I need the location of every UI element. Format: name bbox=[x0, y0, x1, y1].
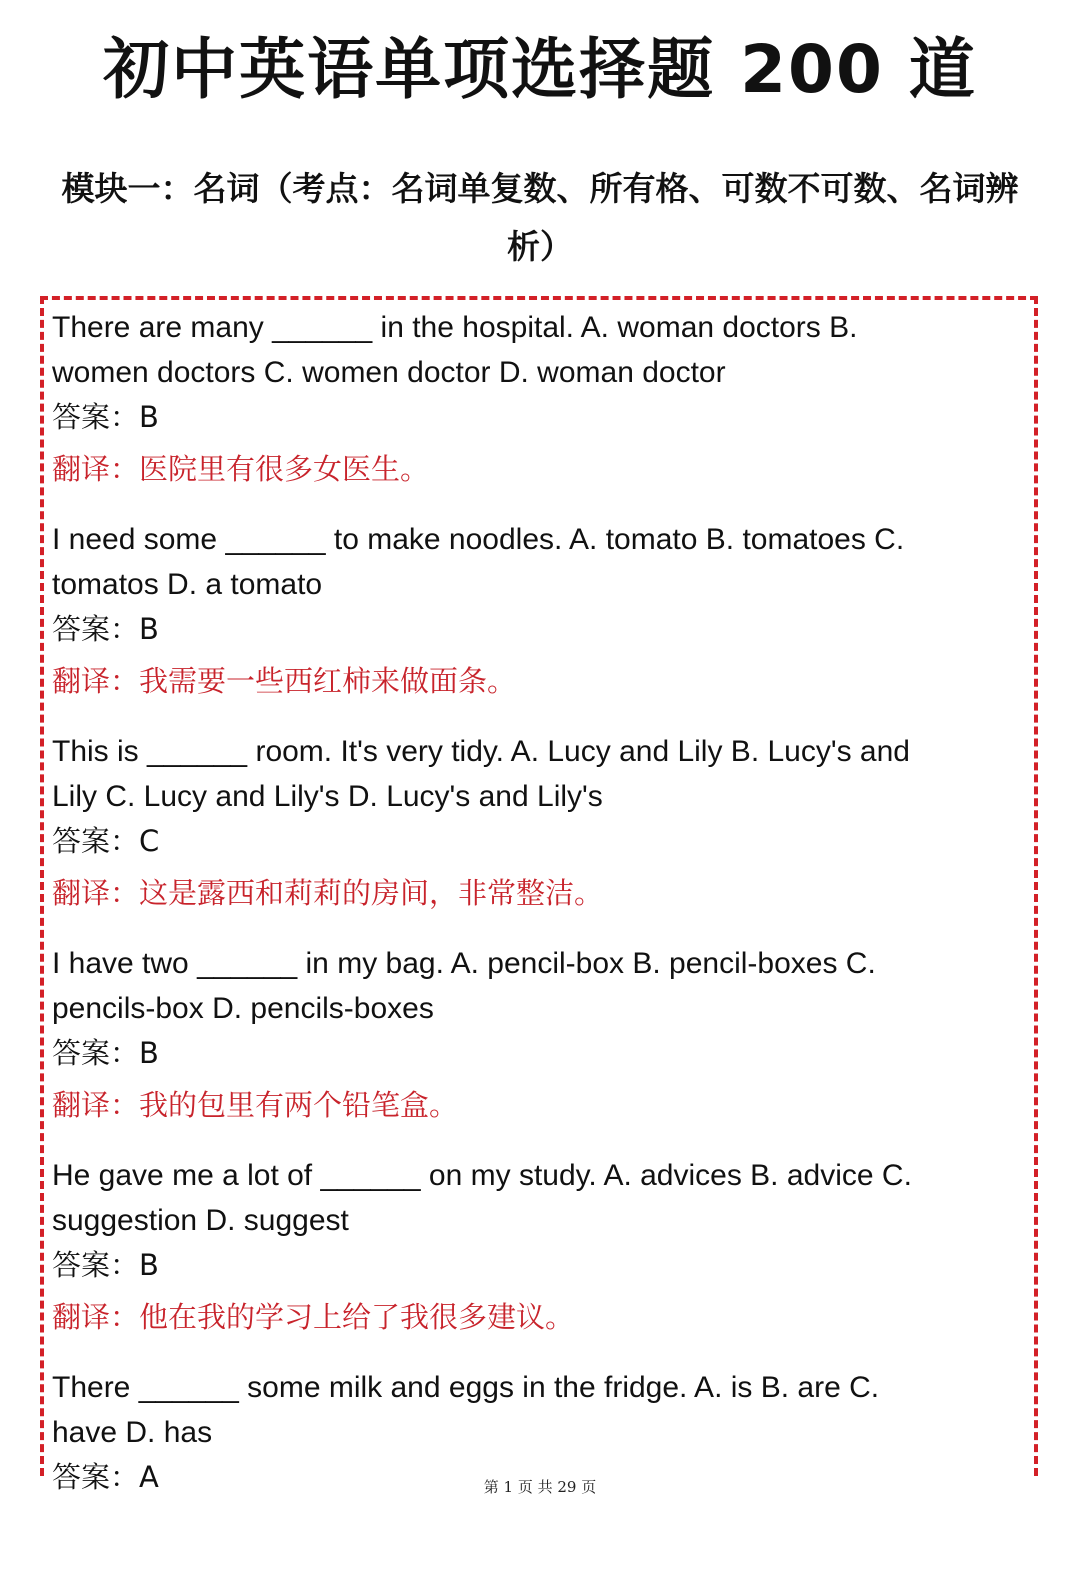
answer-line: 答案：B bbox=[52, 1036, 159, 1070]
answer-line: 答案：B bbox=[52, 400, 159, 434]
document-title: 初中英语单项选择题 200 道 bbox=[103, 31, 977, 108]
question-text: This is ______ room. It's very tidy. A. Lucy and Lily B. Lucy's and Lily C. Lucy and Lily's D. Lucy's and Lily's bbox=[52, 735, 910, 813]
answer-line: 答案：A bbox=[52, 1460, 159, 1494]
question-list bbox=[52, 300, 1002, 1572]
translation-line: 翻译：医院里有很多女医生。 bbox=[52, 452, 430, 486]
question-item bbox=[52, 517, 1002, 724]
question-item bbox=[52, 305, 1002, 512]
question-text: There are many ______ in the hospital. A. woman doctors B. women doctors C. women doctor D. woman doctor bbox=[52, 311, 858, 389]
page-footer: 第 1 页 共 29 页 bbox=[483, 1478, 597, 1496]
question-item bbox=[52, 1365, 1002, 1572]
question-item bbox=[52, 729, 1002, 936]
translation-line: 翻译：他在我的学习上给了我很多建议。 bbox=[52, 1300, 575, 1334]
answer-line: 答案：B bbox=[52, 612, 159, 646]
question-item bbox=[52, 941, 1002, 1148]
question-text: I have two ______ in my bag. A. pencil-box B. pencil-boxes C. pencils-box D. pencils-boxes bbox=[52, 947, 876, 1025]
question-text: There ______ some milk and eggs in the fridge. A. is B. are C. have D. has bbox=[52, 1371, 880, 1449]
question-item bbox=[52, 1153, 1002, 1360]
translation-line: 翻译：我的包里有两个铅笔盒。 bbox=[52, 1088, 459, 1122]
translation-line: 翻译：这是露西和莉莉的房间，非常整洁。 bbox=[52, 876, 604, 910]
module-heading: 模块一：名词（考点：名词单复数、所有格、可数不可数、名词辨析） bbox=[61, 169, 1019, 266]
answer-line: 答案：C bbox=[52, 824, 160, 858]
question-text: He gave me a lot of ______ on my study. A. advices B. advice C. suggestion D. suggest bbox=[52, 1159, 912, 1237]
answer-line: 答案：B bbox=[52, 1248, 159, 1282]
translation-line: 翻译：我需要一些西红柿来做面条。 bbox=[52, 664, 517, 698]
question-text: I need some ______ to make noodles. A. tomato B. tomatoes C. tomatos D. a tomato bbox=[52, 523, 905, 601]
